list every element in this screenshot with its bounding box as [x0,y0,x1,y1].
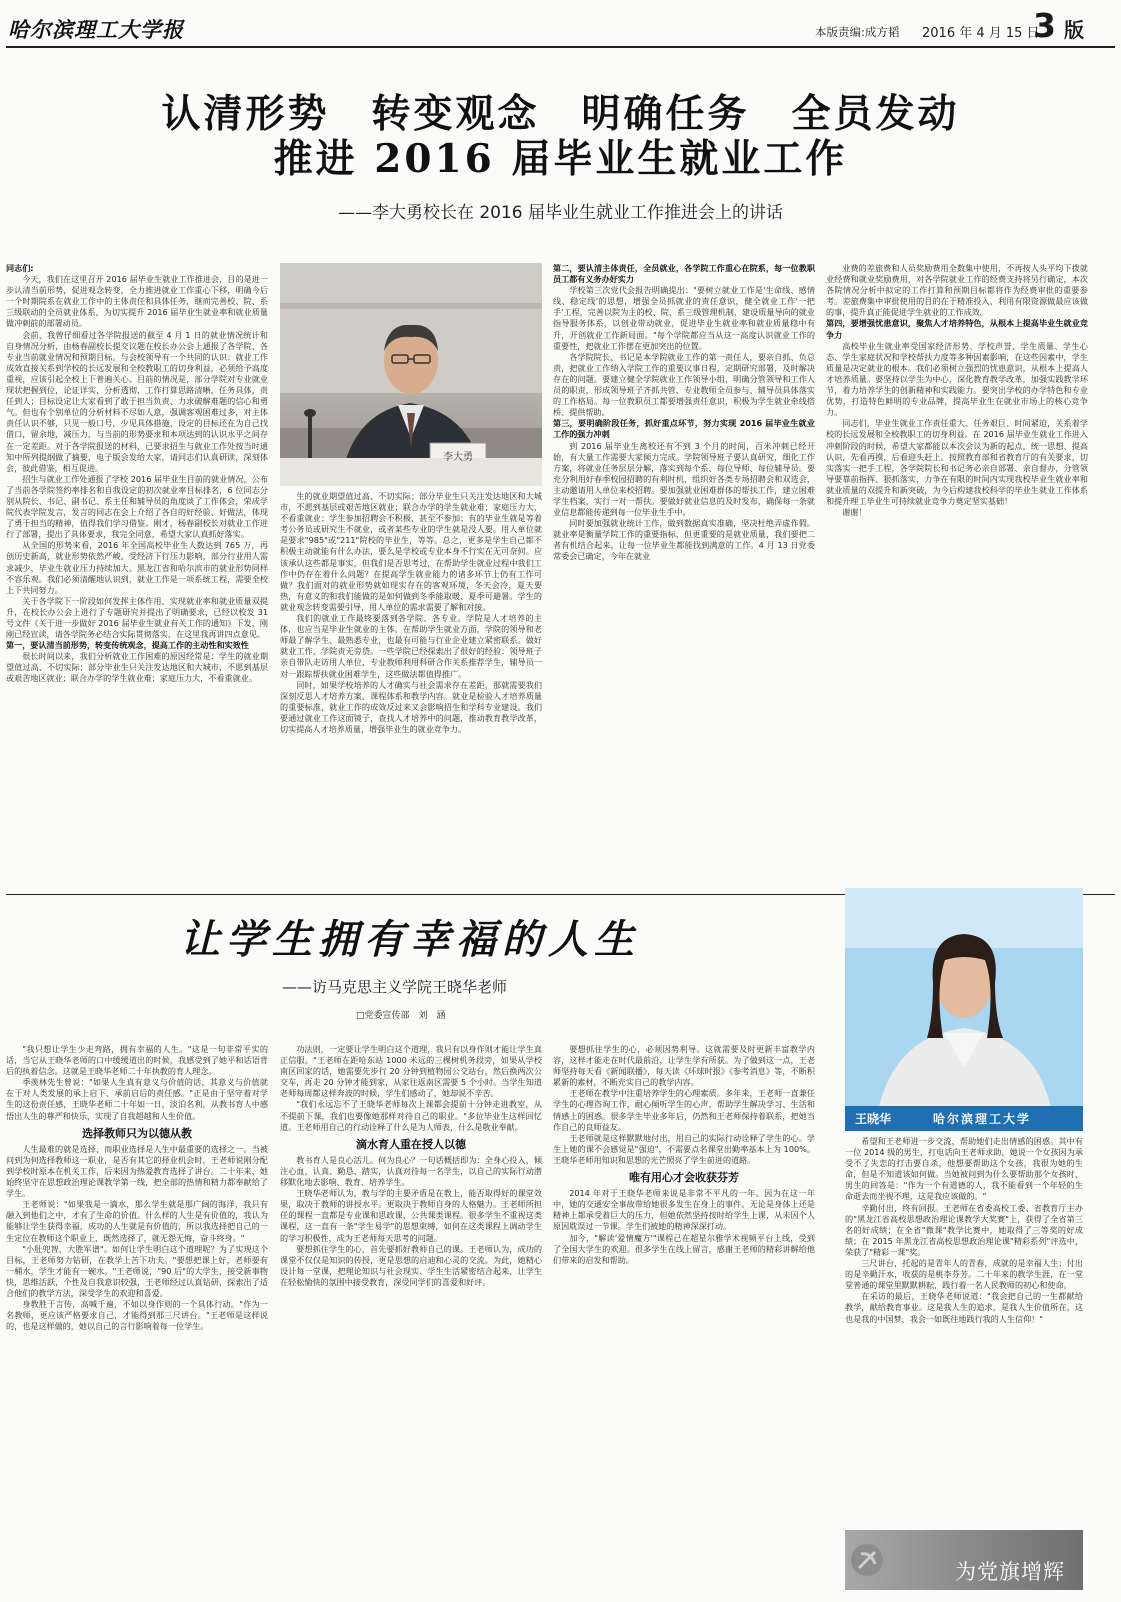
party-banner-box [845,1530,1083,1590]
paragraph: 各学院院长、书记是本学院就业工作的第一责任人，要亲自抓、负总责，把就业工作纳入学院工作的重要议事日程，定期研究部署，及时解决存在的问题。要建立健全学院就业工作领导小组，明确分管领导和工作人员的职责，形成领导班子齐抓共管、专业教师全员参与、辅导员具体落实的工作格局。每一位教职员工都要增强责任意识，积极为学生就业牵线搭桥、提供帮助。 [553,351,815,418]
paragraph: 季羡林先生曾说："如果人生真有意义与价值的话，其意义与价值就在于对人类发展的承上启下、承前启后的责任感。"正是由于坚守着对学生的这份责任感，王晓华老师二十年如一日，淡泊名利，从教书育人中感悟出人生的尊严和快乐，实现了自我超越和人生价值。 [6,1077,268,1121]
paragraph: 在采访的最后，王晓华老师说道："我会把自己的一生都献给教学，献给教育事业。这是我人生的追求，是我人生价值所在，这也是我的中国梦，我会一如既往地践行我的人生信仰！" [845,1291,1083,1324]
paragraph: 王老师在教学中注重培养学生的心理素质。多年来，王老师一直兼任学生的心理咨询工作，耐心倾听学生的心声，帮助学生解决学习、生活和情感上的困惑。很多学生毕业多年后，仍然和王老师保持着联系，把她当作自己的良师益友。 [553,1088,815,1132]
photo-caption-school: 哈尔滨理工大学 [933,1112,1032,1126]
paragraph: 要想抓住学生的心，必须因势利导。这就需要及时更新丰富教学内容，这样才能走在时代最前沿，让学生学有所获。为了做到这一点，王老师坚持每天看《新闻联播》，每天读《环球时报》《参考消息》等，不断积累新的素材，不断充实自己的教学内容。 [553,1044,815,1088]
paragraph: 今天，我们在这里召开 2016 届毕业生就业工作推进会，目的是进一步认清当前形势，促进观念转变，全力推进就业工作重心下移，明确今后一个时期院系在就业工作中的主体责任和具体任务，继而完善校、院、系三级联动的全员就业体系，为切实提升 2016 届毕业生就业率和就业质量做冲刺前的部署动员。 [6,274,268,329]
paragraph: 会前，我曾仔细看过各学院报送的截至 4 月 1 日的就业情况统计和自身情况分析，由杨春副校长提交议题在校长办公会上通报了各学院、各专业当前就业情况和预期目标。与会校领导有一个共同的认识：就业工作成效直接关系到学校的长远发展和全校教职工的切身利益，必须给予高度重视，应该引起全校上下普遍关心。目前的情况是，部分学院对专业就业现状把握到位，论证详实，分析透彻，工作打算思路清晰，任务具体，责任到人；目标设定让大家看到了敢于担当负责、力求破解难题的信心和勇气。但也有个别单位的分析材料不尽如人意，强调客观困难过多，对主体责任认识不够，只见一般口号，少见具体措施，设定的目标还在为自己找借口，留余地，减压力，与当前的形势要求和本项达到的认识水平之间存在一定差距。对于各学院报送的材料，已要求招生与就业工作处按当时通知中所列提纲做了摘要，电子版会发给大家，请同志们认真研读，深刻体会，彼此借鉴，相互促进。 [6,329,268,473]
article1-headline-line2: 推进 2016 届毕业生就业工作 [273,136,848,182]
article2-subheadline: ——访马克思主义学院王晓华老师 [282,978,508,996]
article1-subheadline: ——李大勇校长在 2016 届毕业生就业工作推进会上的讲话 [337,203,784,223]
paragraph: 身教胜于言传，高喊千遍，不如以身作则的一个具体行动。"作为一名教师，更应该严格要求自己，才能得到那三尺讲台。"王老师是这样说的，也是这样做的，她以自己的言行影响着每一位学生。 [6,1299,268,1332]
article1-column-4 [826,263,1088,887]
paragraph: "我只想让学生少走弯路，拥有幸福的人生。"这是一句非常平实的话，当它从王晓华老师的口中缓缓道出的时候，我感受到了她平和话语背后的执着信念。这就是王晓华老师二十年执教的育人理念。 [6,1044,268,1077]
section-heading: 唯有用心才会收获芬芳 [629,1171,739,1185]
photo-caption-name: 王晓华 [855,1112,892,1126]
section-heading: 选择教师只为以德从教 [82,1126,192,1140]
paragraph: 高校毕业生就业率受国家经济形势、学校声誉、学生质量、学生心态、学生家庭状况和学校帮扶力度等多种因素影响，在这些因素中，学生质量是决定就业的根本。我们必须树立强烈的忧患意识，从根本上提高人才培养质量。要坚持以学生为中心，深化教育教学改革，加强实践教学环节，着力培养学生的创新精神和实践能力。要突出学校的办学特色和专业优势，打造特色鲜明的专业品牌，提高毕业生在就业市场上的核心竞争力。 [826,340,1088,418]
paragraph: 同时，如果学校培养的人才确实与社会需求存在差距，那就需要我们深刻反思人才培养方案、课程体系和教学内容。就业是检验人才培养质量的重要标准，就业工作的成效反过来又会影响招生和学科专业建设。我们要通过就业工作这面镜子，查找人才培养中的问题，推动教育教学改革，切实提高人才培养质量，增强毕业生的就业竞争力。 [280,679,542,734]
masthead: 哈尔滨理工大学报 [8,17,184,42]
speaker-nameplate: 李大勇 [443,452,473,463]
paragraph: 王晓华老师认为，教与学的主要矛盾是在教上，能否取得好的课堂效果，取决于教师的讲授水平。更取决于教师自身的人格魅力。王老师所担任的课程一直都是专业课和思政课，公共课类课程。很多学生不重视这类课程，这一直有一条"学生易学"的思想束缚，如何在这类课程上调动学生的学习积极性，成为王老师每天思考的问题。 [280,1188,542,1243]
article2-column-2 [280,1044,542,1596]
paragraph: 王老师说："如果我是一滴水，那么学生就是那广阔的海洋，我只有融入到他们之中，才有了生命的价值。什么样的人生是有价值的，我认为能够让学生获得幸福，成功的人生就是有价值的，所以我选择把自己的一生定位在教师这个职业上，既然选择了，就无怨无悔，奋斗终身。" [6,1199,268,1243]
paragraph: 同时要加强就业统计工作，做到数据真实准确，坚决杜绝弄虚作假。就业率是衡量学院工作的重要指标，但更重要的是就业质量，我们要把二者有机结合起来，让每一位毕业生都能找到满意的工作。4 月 13 日党委常委会已确定，今年在就业 [553,518,815,562]
paragraph: 三尺讲台，托起的是青年人的青春，成就的是幸福人生；付出的是辛勤汗水，收获的是桃李芬芳。二十年来的教学生涯，在一堂堂普通的课堂里默默耕耘，践行着一名人民教师的初心和使命。 [845,1258,1083,1291]
paragraph: 同志们，毕业生就业工作责任重大、任务艰巨、时间紧迫，关系着学校的长远发展和全校教职工的切身利益。在 2016 届毕业生就业工作进入冲刺阶段的时候，希望大家都能以本次会议为新的起点，统一思想、提高认识，先看再摸，后看迎头赶上。按照教育部和省教育厅的有关要求，切实落实一把手工程，各学院院长和书记务必亲自部署、亲自督办，分管领导要靠前指挥、狠抓落实，力争在有限的时间内实现我校毕业生就业率和就业质量的双提升和新突破，为今后构建我校科学的毕业生就业工作体系和提升理工毕业生可持续就业竞争力奠定坚实基础！ [826,418,1088,506]
speaker-photo-image [280,263,542,486]
paragraph: 王老师就是这样默默地付出，用自己的实际行动诠释了学生的心。学生上她的课不会感觉是"强迫"，不需要点名课堂出勤率基本上为 100%。王晓华老师用知识和思想的光芒照亮了学生前进的道路。 [553,1132,815,1165]
paragraph: 人生最难的就是选择，而职业选择是人生中最重要的选择之一。当被问到为何选择教师这一职业，是否有其它的择业机会时，王老师说刚分配到学校时原本在机关工作，后来因为热爱教育选择了讲台。二十年来，她始终坚守在思想政治理论课教学第一线，把全部的热情和精力都奉献给了学生。 [6,1143,268,1199]
header-rule [6,46,1115,48]
article1-headline-line1: 认清形势 转变观念 明确任务 全员发动 [161,91,960,137]
paragraph: 2014 年对于王晓华老师来说是非常不平凡的一年。因为在这一年中，她的交通安全事故带给她很多发生在身上的事件。无论是身体上还是精神上都承受着巨大的压力，但她依然坚持按时给学生上课，从未因个人原因耽误过一节课。学生们被她的精神深深打动。 [553,1188,815,1232]
paragraph: 招生与就业工作处通报了学校 2016 届毕业生目前的就业情况，公布了当前各学院签约率排名和自我设定的初次就业率目标排名，6 位同志分别从院长、书记、副书记、系主任和辅导员的角度谈了工作体会，荣成学院代表学院发言，发言的同志在会上介绍了各自的好经验、好做法，体现了勇于担当的精神，值得我们学习借鉴。刚才，杨春副校长对就业工作进行了部署，提出了具体要求，我完全同意，希望大家认真抓好落实。 [6,473,268,540]
article1-column-3 [553,263,815,887]
paragraph: 到 2016 届毕业生离校还有不到 3 个月的时间，百米冲刺已经开始，有大量工作需要大家倾力完成。学院领导班子要认真研究，细化工作方案，将就业任务层层分解，落实到每个系、每位导师、每位辅导员。要充分利用好春季校园招聘的有利时机，组织好各类专场招聘会和双选会，主动邀请用人单位来校招聘。要加强就业困难群体的帮扶工作，建立困难学生档案，实行一对一帮扶。要做好就业信息的及时发布，确保每一条就业信息都能传递到每一位毕业生手中。 [553,440,815,518]
paragraph: 要想抓住学生的心，首先要抓好教师自己的课。王老师认为，成功的课堂不仅仅是知识的传授，更是思想的启迪和心灵的交流。为此，她精心设计每一堂课，把理论知识与社会现实、学生生活紧密结合起来，让学生在轻松愉快的氛围中接受教育，深受同学们的喜爱和好评。 [280,1243,542,1287]
section-lead: 第三，要明确阶段任务，抓好重点环节，努力实现 2016 届毕业生就业工作的强力冲刺 [553,418,815,440]
paragraph: 业费的差旅费和人员奖励费用全数集中使用，不再按人头平均下拨就业经费和就业奖励费用，对各学院就业工作的经费支持将另行确定，本次各院情况分析中拟定的工作打算和预期目标都将作为经费审批的重要参考。差旅费集中审批使用的目的在于精准投入，利用有限资源做最应该做的事，提升真正能促进学生就业的工作成效。 [826,263,1088,318]
paragraph: 希望和王老师进一步交流，帮助她们走出情感的困惑。其中有一位 2014 级的男生，打电话向王老师求助，她说一个女孩因为承受不了失恋的打击要自杀，他想要帮助这个女孩，我很为她的生命，但是不知道该如何做。当她被问到为什么要帮助那个女孩时，男生的回答是："作为一个有道德的人，我不能看到一个年轻的生命逝去而坐视不理，这是我应该做的。" [845,1136,1083,1202]
section-heading: 滴水育人重在授人以德 [356,1137,466,1151]
article1-column-2 [280,491,542,887]
paragraph: "小肚兜智，大胜军谱"。如何让学生明白这个道理呢？为了实现这个目标，王老师努力钻研，在教学上苦下功夫。"要想把课上好，老师要有一桶水，学生才能有一碗水。"王老师说，"90 后"的大学生，接受新事物快，思维活跃，个性及自我意识较强，王老师经过认真钻研，探索出了适合他们的教学方法，深受学生的欢迎和喜爱。 [6,1243,268,1298]
page-number: 3 [1033,6,1056,45]
paragraph: 生的就业期望值过高、不切实际；部分毕业生只关注发达地区和大城市，不愿到基层或艰苦地区就业；联合办学的学生就业难；家庭压力大，不看重就业；学生参加招聘会不积极，甚至不参加；有的毕业生就是等着考公务员或研究生不就业，或者某些专业的学生就是没人要。用人单位就是要求"985"或"211"院校的毕业生，等等。总之，更多是学生自己都不积极主动就能有什么办法，要么是学校或专业本身不行实在无可奈何。应该承认这些都是事实，但我们是否思考过，在帮助学生就业过程中我们工作中仍存在着什么问题？在提高学生就业能力的诸多环节上仍有工作可做？我们面对的就业形势就如现实存在的客观环境，冬天会冷，夏天要热，有意义的和我们能做的是如何做到冬季能取暖、夏季可避暑。学生的就业观念转变需要引导，用人单位的需求需要了解和对接。 [280,491,542,612]
party-banner-text: 为党旗增辉 [955,1560,1065,1584]
paragraph: 教书育人是良心活儿。何为良心？一句话概括即为：全身心投入，倾注心血，认真、勤恳、踏实，认真对待每一名学生，以自己的实际行动潜移默化地去影响、教育、培养学生。 [280,1154,542,1188]
section-lead: 第一，要认清当前形势，转变传统观念，提高工作的主动性和实效性 [6,640,249,651]
article2-column-1 [6,1044,268,1596]
section-lead: 第二，要认清主体责任，全员就业，各学院工作重心在院系，每一位教职员工都有义务办好实力 [553,263,815,285]
article2-column-3 [553,1044,815,1596]
editor-credit: 本版责编:成方韬 [815,25,900,39]
paragraph: 加今，"解读'爱情魔方'"课程已在超星尔雅学术视频平台上线，受到了全国大学生的欢迎。很多学生在线上留言，感谢王老师的精彩讲解给他们带来的启发和帮助。 [553,1232,815,1265]
article1-column-1 [6,263,268,887]
section-lead: 同志们: [6,263,34,273]
paragraph: 学校第三次党代会报告明确提出："要树立就业工作是'生命线、感情线、稳定线'的思想，增强全员抓就业的责任意识，健全就业工作'一把手'工程，完善以院为主的校、院、系三级管理机制，建设质量导向的就业指导服务体系，以创业带动就业，促进毕业生就业率和就业质量稳中有升，开创就业工作新局面。"每个学院都应当从这一高度认识就业工作的重要性，把就业工作摆在更加突出的位置。 [553,285,815,351]
paragraph: "我们永远忘不了王晓华老师每次上课都会提前十分钟走进教室，从不提前下课，我们也要像她那样对待自己的职业。"多位毕业生这样回忆道。王老师用自己的行动诠释了什么是为人师表，什么是敬业奉献。 [280,1099,542,1132]
issue-date: 2016 年 4 月 15 日 [922,26,1040,41]
paragraph: 我们的就业工作最终要落到各学院、各专业。学院是人才培养的主体，也应当是毕业生就业的主体。在帮助学生就业方面，学院的领导和老师最了解学生、最熟悉专业，也最有可能与行业企业建立紧密联系。做好就业工作，学院责无旁贷。一些学院已经探索出了很好的经验：领导班子亲自带队走访用人单位，专业教师利用科研合作关系推荐学生，辅导员一对一跟踪帮扶就业困难学生，这些做法都值得推广。 [280,613,542,679]
page-label: 版 [1064,18,1084,42]
section-lead: 第四，要增强忧患意识，聚焦人才培养特色，从根本上提高毕业生就业竞争力 [826,318,1088,340]
paragraph: 从全国的形势来看，2016 年全国高校毕业生人数达到 765 万，再创历史新高，就业形势依然严峻。受经济下行压力影响，部分行业用人需求减少，毕业生就业压力持续加大。黑龙江省和哈尔滨市的就业形势同样不容乐观。我们必须清醒地认识到，就业工作是一项系统工程，需要全校上下共同努力。 [6,540,268,595]
article2-photo [845,888,1083,1131]
article2-headline: 让学生拥有幸福的人生 [180,916,640,963]
teacher-photo-image [845,888,1083,1131]
paragraph: 很长时间以来，我们分析就业工作困难的原因经常是：学生的就业期望值过高、不切实际；部分毕业生只关注发达地区和大城市，不愿到基层或艰苦地区就业；联合办学的学生就业难；家庭压力大，不看重就业。 [6,651,268,684]
article1-photo [280,263,542,486]
paragraph: 关于各学院下一阶段如何发挥主体作用、实现就业率和就业质量双提升，在校长办公会上进行了专题研究并提出了明确要求，已经以校发 31 号文件《关于进一步做好 2016 届毕业生就业有关工作的通知》下发，刚刚已经宣读，请各学院务必结合实际贯彻落实，在这里我再讲四点意见。 [6,595,268,640]
article2-byline: □党委宣传部 刘 涵 [356,1011,446,1021]
paragraph: 谢谢！ [842,507,867,518]
paragraph: 功法则，一定要让学生明白这个道理，我只有以身作则才能让学生真正信服。"王老师在距哈东站 1000 米远的三棵树机务段旁，如果从学校南区回家的话，她需要先步行 20 分钟到植物园公交站台，然后换两次公交车，再走 20 分钟才能到家，从家往返南区需要 5 个小时。当学生知道老师每周都这样奔波的时候，学生们感动了，她却说不辛苦。 [280,1044,542,1099]
article2-column-4 [845,1136,1083,1524]
paragraph: 辛勤付出，终有回报。王老师在省委高校工委、省教育厅主办的"黑龙江省高校思想政治理论课教学大奖赛"上，获得了全省第三名的好成绩；在全省"微课"教学比赛中，她取得了三等奖的好成绩；在 2015 年黑龙江省高校思想政治理论课"精彩系列"评选中，荣获了"精彩一课"奖。 [845,1202,1083,1257]
